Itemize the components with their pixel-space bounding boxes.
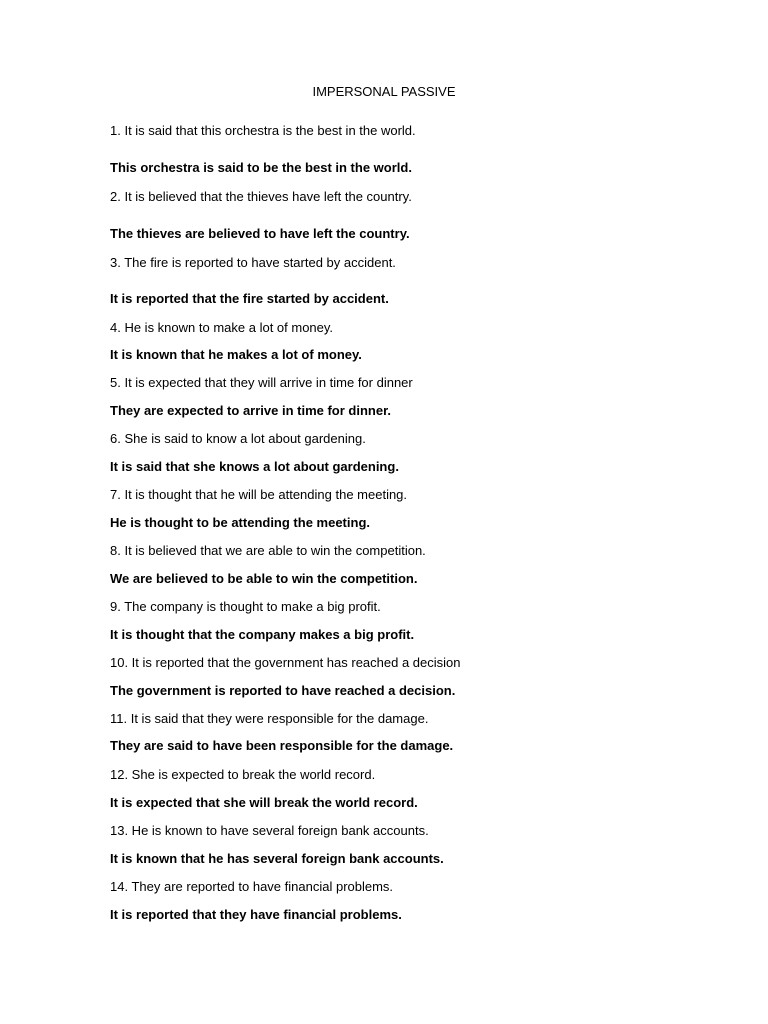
answer-14: It is reported that they have financial problems.: [110, 907, 402, 922]
answer-8: We are believed to be able to win the competition.: [110, 571, 418, 586]
answer-6: It is said that she knows a lot about gardening.: [110, 459, 399, 474]
question-5: 5. It is expected that they will arrive in time for dinner: [110, 375, 413, 390]
question-10: 10. It is reported that the government has reached a decision: [110, 655, 461, 670]
answer-4: It is known that he makes a lot of money.: [110, 347, 362, 362]
question-11: 11. It is said that they were responsible for the damage.: [110, 711, 429, 726]
document-title: IMPERSONAL PASSIVE: [312, 84, 456, 99]
question-1: 1. It is said that this orchestra is the best in the world.: [110, 123, 416, 138]
question-2: 2. It is believed that the thieves have left the country.: [110, 189, 412, 204]
question-7: 7. It is thought that he will be attending the meeting.: [110, 487, 408, 502]
answer-13: It is known that he has several foreign bank accounts.: [110, 851, 444, 866]
question-6: 6. She is said to know a lot about gardening.: [110, 431, 366, 446]
answer-3: It is reported that the fire started by accident.: [110, 291, 389, 306]
answer-5: They are expected to arrive in time for dinner.: [110, 403, 392, 418]
answer-7: He is thought to be attending the meeting.: [110, 515, 370, 530]
answer-1: This orchestra is said to be the best in the world.: [110, 160, 412, 175]
answer-2: The thieves are believed to have left the country.: [110, 226, 410, 241]
question-13: 13. He is known to have several foreign bank accounts.: [110, 823, 429, 838]
question-14: 14. They are reported to have financial problems.: [110, 879, 394, 894]
question-3: 3. The fire is reported to have started by accident.: [110, 255, 396, 270]
question-4: 4. He is known to make a lot of money.: [110, 320, 334, 335]
answer-10: The government is reported to have reached a decision.: [110, 683, 456, 698]
answer-11: They are said to have been responsible for the damage.: [110, 738, 454, 753]
question-8: 8. It is believed that we are able to win the competition.: [110, 543, 426, 558]
question-9: 9. The company is thought to make a big profit.: [110, 599, 381, 614]
answer-9: It is thought that the company makes a big profit.: [110, 627, 415, 642]
answer-12: It is expected that she will break the world record.: [110, 795, 418, 810]
question-12: 12. She is expected to break the world record.: [110, 767, 376, 782]
